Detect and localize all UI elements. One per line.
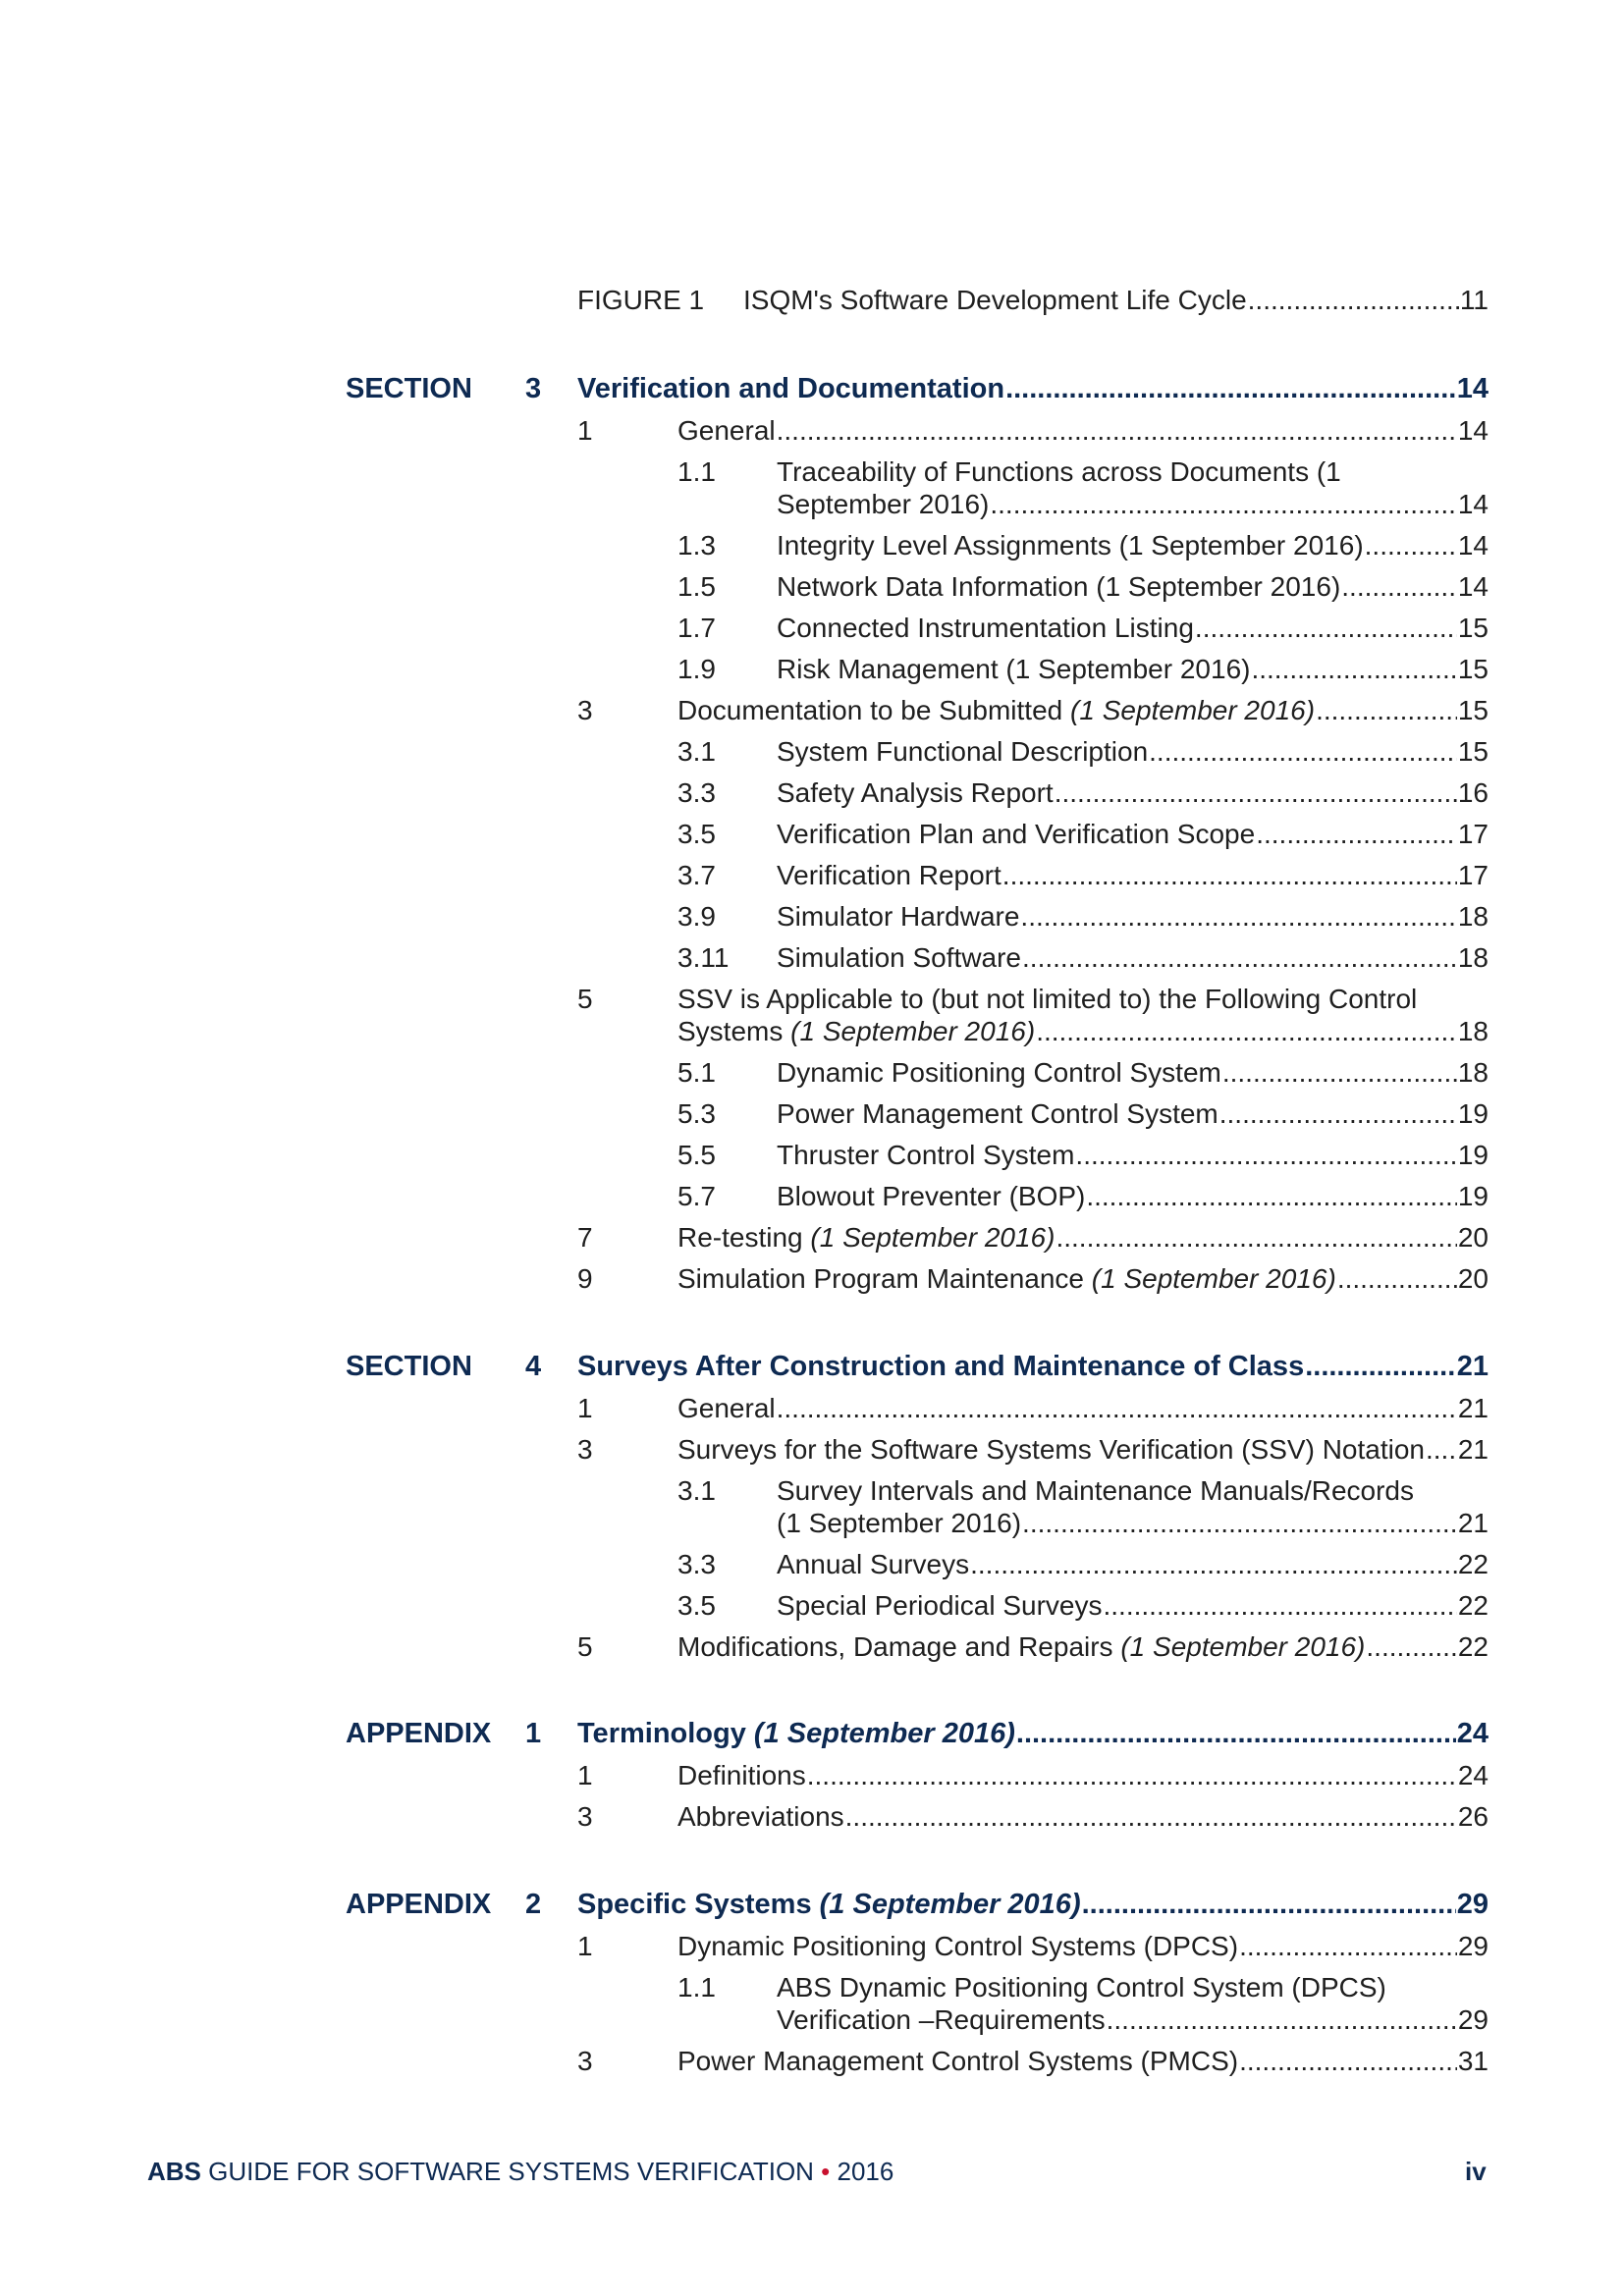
toc-entry[interactable] xyxy=(777,613,1489,644)
toc-entry-page: 14 xyxy=(1457,415,1489,446)
toc-num: 1.9 xyxy=(677,654,716,684)
toc-entry-page: 20 xyxy=(1457,1222,1489,1253)
toc-entry-title: Power Management Control System xyxy=(777,1098,1218,1129)
toc-entry[interactable] xyxy=(777,530,1489,561)
toc-entry[interactable] xyxy=(777,489,1489,520)
toc-entry-title: Network Data Information (1 September 2016) xyxy=(777,571,1341,602)
toc-entry-page: 31 xyxy=(1457,2046,1489,2076)
appendix-label: APPENDIX xyxy=(346,1889,492,1920)
toc-entry-page: 18 xyxy=(1457,942,1489,973)
section-label: SECTION xyxy=(346,373,472,404)
toc-num: 3.1 xyxy=(677,736,716,767)
toc-entry-title: System Functional Description xyxy=(777,736,1149,767)
toc-num: 1.5 xyxy=(677,571,716,602)
toc-entry-line1[interactable]: SSV is Applicable to (but not limited to) the Following Control xyxy=(677,984,1418,1014)
toc-num: 3 xyxy=(577,1434,593,1465)
toc-entry-title: Re-testing (1 September 2016) xyxy=(677,1222,1056,1253)
section-label: SECTION xyxy=(346,1351,472,1382)
toc-entry-page: 19 xyxy=(1457,1098,1489,1129)
toc-num: 5 xyxy=(577,1631,593,1662)
toc-entry-title: Thruster Control System xyxy=(777,1140,1075,1170)
toc-entry-title: Simulation Software xyxy=(777,942,1022,973)
toc-entry-page: 14 xyxy=(1457,571,1489,602)
toc-num: 1.1 xyxy=(677,456,716,487)
toc-entry-page: 22 xyxy=(1457,1631,1489,1662)
toc-entry-title: Definitions xyxy=(677,1760,806,1790)
toc-num: 1 xyxy=(577,1760,593,1790)
toc-entry[interactable] xyxy=(777,777,1489,809)
toc-entry[interactable] xyxy=(677,1931,1489,1962)
toc-entry-title: Dynamic Positioning Control System xyxy=(777,1057,1221,1088)
toc-entry[interactable] xyxy=(677,415,1489,447)
toc-entry[interactable] xyxy=(777,1140,1489,1171)
toc-entry-title: Verification Report xyxy=(777,860,1001,890)
toc-entry-title: Simulator Hardware xyxy=(777,901,1020,932)
toc-entry-title: Surveys for the Software Systems Verification (SSV) Notation xyxy=(677,1434,1425,1465)
toc-entry-page: 17 xyxy=(1457,860,1489,890)
toc-num: 1 xyxy=(577,1931,593,1961)
footer-bullet: • xyxy=(821,2157,831,2186)
toc-num: 5.5 xyxy=(677,1140,716,1170)
toc-entry-page: 15 xyxy=(1457,736,1489,767)
toc-entry-title: Simulation Program Maintenance (1 September 2016) xyxy=(677,1263,1336,1294)
toc-entry-page: 21 xyxy=(1457,1434,1489,1465)
footer xyxy=(147,2157,893,2187)
appendix-number: 2 xyxy=(525,1889,542,1920)
toc-num: 3.3 xyxy=(677,777,716,808)
toc-entry[interactable] xyxy=(777,819,1489,850)
toc-entry-title: Dynamic Positioning Control Systems (DPCS) xyxy=(677,1931,1239,1961)
toc-entry-title: Connected Instrumentation Listing xyxy=(777,613,1194,643)
toc-num: 3.5 xyxy=(677,819,716,849)
toc-entry-page: 18 xyxy=(1457,1016,1489,1046)
toc-entry[interactable] xyxy=(677,1222,1489,1254)
toc-entry[interactable] xyxy=(777,1057,1489,1089)
toc-entry-title: September 2016) xyxy=(777,489,990,519)
toc-entry-title: (1 September 2016) xyxy=(777,1508,1022,1538)
toc-entry-page: 14 xyxy=(1457,489,1489,519)
section-title: Surveys After Construction and Maintenance of Class xyxy=(577,1351,1305,1382)
toc-entry[interactable] xyxy=(777,901,1489,933)
toc-entry-title: Modifications, Damage and Repairs (1 September 2016) xyxy=(677,1631,1366,1662)
toc-entry-title: Abbreviations xyxy=(677,1801,844,1832)
toc-entry[interactable] xyxy=(777,654,1489,685)
toc-num: 3.11 xyxy=(677,942,730,973)
toc-entry[interactable] xyxy=(777,1181,1489,1212)
section-page: 14 xyxy=(1456,373,1489,404)
section-number: 4 xyxy=(525,1351,542,1382)
toc-entry-page: 21 xyxy=(1457,1393,1489,1423)
toc-num: 5.1 xyxy=(677,1057,716,1088)
toc-entry-title: Integrity Level Assignments (1 September 2016) xyxy=(777,530,1364,561)
page-number: iv xyxy=(1465,2157,1487,2186)
toc-entry[interactable] xyxy=(777,2004,1489,2036)
toc-num: 3 xyxy=(577,2046,593,2076)
toc-entry-title: Annual Surveys xyxy=(777,1549,970,1579)
toc-entry[interactable] xyxy=(677,695,1489,726)
toc-entry-line1[interactable]: ABS Dynamic Positioning Control System (DPCS) xyxy=(777,1972,1386,2002)
appendix-title: Terminology (1 September 2016) xyxy=(577,1718,1015,1749)
toc-entry-title: Documentation to be Submitted (1 September 2016) xyxy=(677,695,1316,725)
toc-entry-page: 29 xyxy=(1457,1931,1489,1961)
toc-num: 7 xyxy=(577,1222,593,1253)
toc-entry-figure-1[interactable] xyxy=(743,285,1489,316)
toc-entry-page: 11 xyxy=(1459,285,1489,315)
toc-entry-page: 24 xyxy=(1457,1760,1489,1790)
toc-entry-title: Safety Analysis Report xyxy=(777,777,1054,808)
toc-entry[interactable] xyxy=(677,1263,1489,1295)
toc-entry-page: 14 xyxy=(1457,530,1489,561)
toc-entry-page: 15 xyxy=(1457,654,1489,684)
section-title: Verification and Documentation xyxy=(577,373,1005,404)
section-page: 21 xyxy=(1456,1351,1489,1382)
toc-num: 3 xyxy=(577,1801,593,1832)
toc-entry[interactable] xyxy=(677,1016,1489,1047)
appendix-number: 1 xyxy=(525,1718,542,1749)
toc-entry[interactable] xyxy=(677,1631,1489,1663)
figure-label: FIGURE 1 xyxy=(577,285,705,315)
toc-entry[interactable] xyxy=(777,1098,1489,1130)
toc-entry[interactable] xyxy=(777,942,1489,974)
toc-entry-page: 15 xyxy=(1457,613,1489,643)
section-number: 3 xyxy=(525,373,542,404)
toc-entry[interactable] xyxy=(777,571,1489,603)
toc-appendix-2[interactable] xyxy=(577,1889,1489,1921)
toc-entry-page: 17 xyxy=(1457,819,1489,849)
toc-entry[interactable] xyxy=(777,1508,1489,1539)
toc-entry-page: 22 xyxy=(1457,1590,1489,1621)
toc-num: 9 xyxy=(577,1263,593,1294)
toc-entry-page: 29 xyxy=(1457,2004,1489,2035)
toc-entry-title: ISQM's Software Development Life Cycle xyxy=(743,285,1247,315)
footer-title: GUIDE FOR SOFTWARE SYSTEMS VERIFICATION xyxy=(200,2157,822,2186)
toc-entry[interactable] xyxy=(677,1393,1489,1424)
toc-num: 1 xyxy=(577,1393,593,1423)
toc-num: 1.1 xyxy=(677,1972,716,2002)
toc-entry-page: 21 xyxy=(1457,1508,1489,1538)
toc-entry-title: Verification –Requirements xyxy=(777,2004,1106,2035)
toc-entry-page: 18 xyxy=(1457,901,1489,932)
toc-entry-title: General xyxy=(677,415,776,446)
toc-entry-title: Power Management Control Systems (PMCS) xyxy=(677,2046,1239,2076)
appendix-page: 29 xyxy=(1456,1889,1489,1920)
toc-section-4[interactable] xyxy=(577,1351,1489,1383)
toc-num: 3.9 xyxy=(677,901,716,932)
toc-entry-page: 22 xyxy=(1457,1549,1489,1579)
toc-num: 3.7 xyxy=(677,860,716,890)
toc-num: 1.7 xyxy=(677,613,716,643)
toc-entry-page: 20 xyxy=(1457,1263,1489,1294)
toc-entry-page: 19 xyxy=(1457,1181,1489,1211)
toc-entry[interactable] xyxy=(677,1801,1489,1833)
toc-entry-page: 18 xyxy=(1457,1057,1489,1088)
toc-entry[interactable] xyxy=(777,736,1489,768)
toc-num: 5.7 xyxy=(677,1181,716,1211)
toc-section-3[interactable] xyxy=(577,373,1489,405)
toc-num: 1 xyxy=(577,415,593,446)
toc-entry-title: Systems (1 September 2016) xyxy=(677,1016,1036,1046)
toc-num: 1.3 xyxy=(677,530,716,561)
toc-entry-page: 15 xyxy=(1457,695,1489,725)
toc-num: 3.3 xyxy=(677,1549,716,1579)
toc-entry-page: 26 xyxy=(1457,1801,1489,1832)
toc-num: 5 xyxy=(577,984,593,1014)
toc-num: 3 xyxy=(577,695,593,725)
footer-year: 2016 xyxy=(830,2157,894,2186)
appendix-title: Specific Systems (1 September 2016) xyxy=(577,1889,1081,1920)
toc-entry[interactable] xyxy=(677,1760,1489,1791)
toc-appendix-1[interactable] xyxy=(577,1718,1489,1750)
toc-entry-title: Special Periodical Surveys xyxy=(777,1590,1103,1621)
toc-entry-page: 16 xyxy=(1457,777,1489,808)
toc-entry-title: Blowout Preventer (BOP) xyxy=(777,1181,1086,1211)
toc-entry-title: General xyxy=(677,1393,776,1423)
toc-entry-title: Risk Management (1 September 2016) xyxy=(777,654,1251,684)
toc-entry[interactable] xyxy=(777,1590,1489,1622)
toc-entry[interactable] xyxy=(777,1549,1489,1580)
toc-num: 5.3 xyxy=(677,1098,716,1129)
toc-entry-page: 19 xyxy=(1457,1140,1489,1170)
appendix-page: 24 xyxy=(1456,1718,1489,1749)
toc-entry[interactable] xyxy=(677,1434,1489,1466)
toc-entry-line1[interactable]: Traceability of Functions across Documents (1 xyxy=(777,456,1341,487)
toc-entry[interactable] xyxy=(777,860,1489,891)
toc-entry-line1[interactable]: Survey Intervals and Maintenance Manuals/Records xyxy=(777,1475,1415,1506)
toc-entry-title: Verification Plan and Verification Scope xyxy=(777,819,1256,849)
toc-num: 3.5 xyxy=(677,1590,716,1621)
toc-entry[interactable] xyxy=(677,2046,1489,2077)
toc-num: 3.1 xyxy=(677,1475,716,1506)
footer-brand: ABS xyxy=(147,2157,201,2186)
appendix-label: APPENDIX xyxy=(346,1718,492,1749)
